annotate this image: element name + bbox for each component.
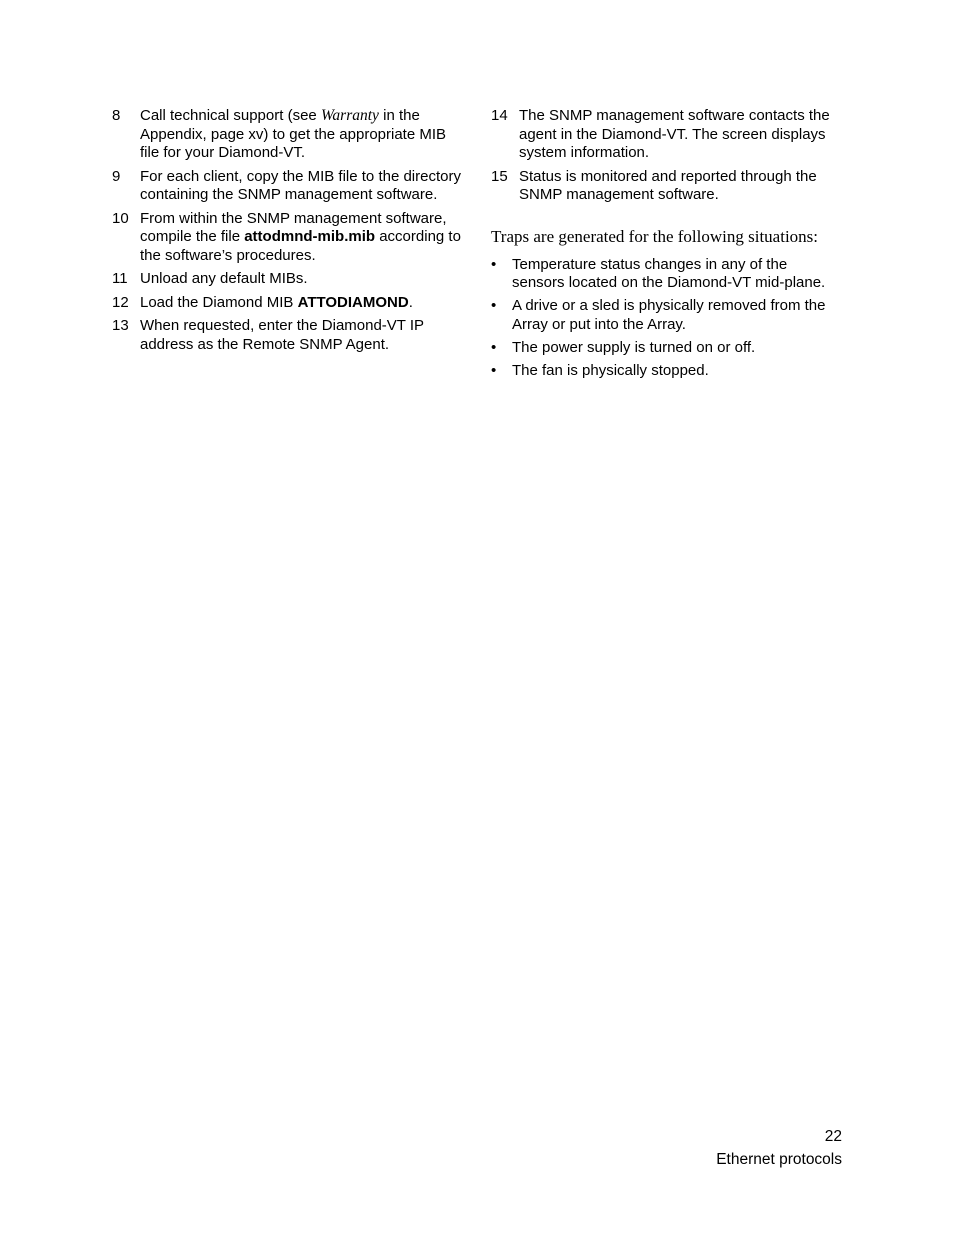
step-text: Load the Diamond MIB ATTODIAMOND.: [140, 293, 413, 311]
step-number: 15: [491, 167, 508, 185]
step-11: [112, 270, 464, 289]
bullet-icon: •: [491, 255, 497, 273]
traps-intro: Traps are generated for the following situations:: [491, 226, 819, 246]
right-column: [491, 107, 841, 385]
step-number: 12: [112, 293, 129, 311]
step-15: [491, 168, 841, 205]
page-footer: [716, 1125, 842, 1171]
step-8: [112, 107, 464, 163]
mib-name: ATTODIAMOND: [297, 293, 409, 311]
step-number: 9: [112, 167, 121, 185]
step-number: 13: [112, 317, 129, 334]
trap-text: The fan is physically stopped.: [512, 361, 709, 379]
step-text: For each client, copy the MIB file to the directory containing the SNMP management software.: [140, 167, 461, 203]
step-10: [112, 210, 464, 266]
list-item: [491, 362, 841, 381]
list-item: [491, 256, 841, 293]
step-number: 11: [112, 270, 128, 287]
step-text: The SNMP management software contacts the agent in the Diamond-VT. The screen displays system information.: [519, 107, 830, 161]
step-text: Status is monitored and reported through the SNMP management software.: [519, 167, 817, 203]
section-name: Ethernet protocols: [716, 1151, 842, 1168]
step-number: 10: [112, 209, 129, 227]
list-item: [491, 297, 841, 334]
bullet-icon: •: [491, 338, 497, 356]
trap-text: The power supply is turned on or off.: [512, 338, 756, 356]
step-13: [112, 317, 464, 354]
page-number: 22: [824, 1128, 842, 1145]
step-number: 14: [491, 107, 508, 124]
list-item: [491, 339, 841, 358]
warranty-reference: Warranty: [320, 107, 379, 124]
step-text: From within the SNMP management software, compile the file attodmnd-mib.mib according to the software’s procedures.: [140, 209, 461, 264]
step-12: [112, 294, 464, 313]
bullet-icon: •: [491, 361, 497, 379]
step-text: Call technical support (see Warranty in the Appendix, page xv) to get the appropriate MIB file for your Diamond-VT.: [140, 107, 447, 161]
left-column: [112, 107, 464, 359]
step-14: [491, 107, 841, 163]
step-9: [112, 168, 464, 205]
step-text: Unload any default MIBs.: [140, 270, 308, 287]
trap-text: A drive or a sled is physically removed from the Array or put into the Array.: [512, 297, 826, 333]
traps-list: [491, 256, 841, 381]
trap-text: Temperature status changes in any of the sensors located on the Diamond-VT mid-plane.: [512, 255, 826, 291]
bullet-icon: •: [491, 297, 497, 314]
step-number: 8: [112, 107, 121, 124]
step-text: When requested, enter the Diamond-VT IP address as the Remote SNMP Agent.: [140, 317, 424, 353]
mib-filename: attodmnd-mib.mib: [244, 228, 376, 245]
